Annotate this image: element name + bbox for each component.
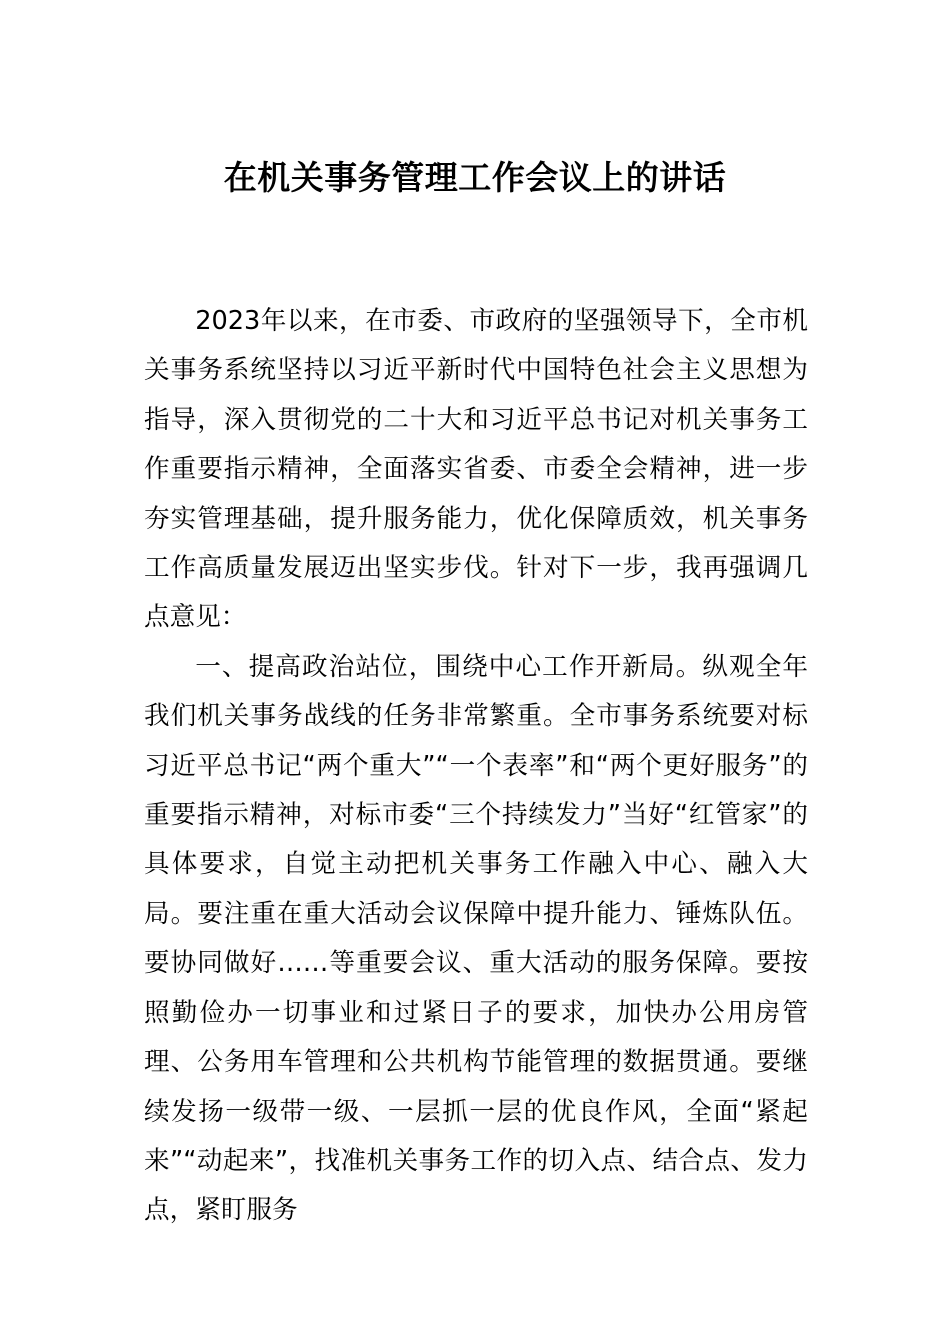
document-body — [144, 297, 808, 1236]
document-title: 在机关事务管理工作会议上的讲话 — [223, 158, 727, 197]
paragraph-intro: 2023年以来，在市委、市政府的坚强领导下，全市机关事务系统坚持以习近平新时代中国特色社会主义思想为指导，深入贯彻党的二十大和习近平总书记对机关事务工作重要指示精神，全面落实省委、市委全会精神，进一步夯实管理基础，提升服务能力，优化保障质效，机关事务工作高质量发展迈出坚实步伐。针对下一步，我再强调几点意见： — [144, 306, 808, 633]
paragraph-section-one: 一、提高政治站位，围绕中心工作开新局。纵观全年我们机关事务战线的任务非常繁重。全市事务系统要对标习近平总书记“两个重大”“一个表率”和“两个更好服务”的重要指示精神，对标市委“三个持续发力”当好“红管家”的具体要求，自觉主动把机关事务工作融入中心、融入大局。要注重在重大活动会议保障中提升能力、锤炼队伍。要协同做好……等重要会议、重大活动的服务保障。要按照勤俭办一切事业和过紧日子的要求，加快办公用房管理、公务用车管理和公共机构节能管理的数据贯通。要继续发扬一级带一级、一层抓一层的优良作风，全面“紧起来”“动起来”，找准机关事务工作的切入点、结合点、发力点，紧盯服务 — [144, 651, 808, 1226]
